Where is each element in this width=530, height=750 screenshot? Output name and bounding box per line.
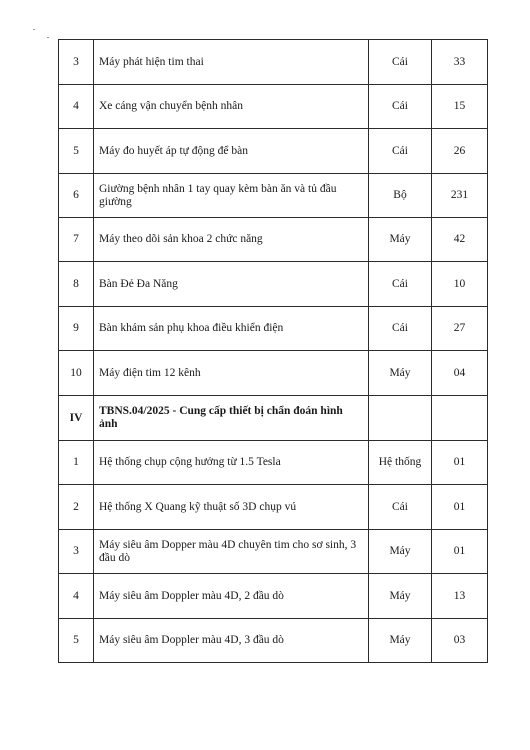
- equipment-table: [58, 39, 488, 663]
- table-row: [59, 129, 488, 174]
- item-unit: Máy: [369, 530, 432, 574]
- item-quantity: 01: [432, 530, 488, 574]
- item-quantity: 03: [432, 619, 488, 663]
- empty-cell: [432, 396, 488, 441]
- table-row: [59, 218, 488, 262]
- item-name: Giường bệnh nhân 1 tay quay kèm bàn ăn và tủ đầu giường: [94, 174, 369, 218]
- item-name: Bàn Đẻ Đa Năng: [94, 262, 369, 307]
- row-number: 8: [59, 262, 94, 307]
- item-name: Máy siêu âm Dopper màu 4D chuyên tim cho sơ sinh, 3 đầu dò: [94, 530, 369, 574]
- item-unit: Máy: [369, 218, 432, 262]
- table-row: [59, 574, 488, 619]
- table-row: [59, 262, 488, 307]
- empty-cell: [369, 396, 432, 441]
- item-quantity: 27: [432, 307, 488, 351]
- item-unit: Máy: [369, 351, 432, 396]
- row-number: 9: [59, 307, 94, 351]
- item-quantity: 10: [432, 262, 488, 307]
- table-row: [59, 619, 488, 663]
- item-quantity: 26: [432, 129, 488, 174]
- scan-speck: [33, 29, 35, 30]
- row-number: 1: [59, 441, 94, 485]
- item-unit: Cái: [369, 40, 432, 85]
- item-name: Máy điện tim 12 kênh: [94, 351, 369, 396]
- table-row: [59, 485, 488, 530]
- item-name: Xe cáng vận chuyển bệnh nhân: [94, 85, 369, 129]
- item-unit: Cái: [369, 85, 432, 129]
- item-unit: Máy: [369, 619, 432, 663]
- row-number: 6: [59, 174, 94, 218]
- item-quantity: 15: [432, 85, 488, 129]
- item-unit: Cái: [369, 485, 432, 530]
- item-name: Hệ thống chụp cộng hưởng từ 1.5 Tesla: [94, 441, 369, 485]
- item-quantity: 01: [432, 441, 488, 485]
- item-unit: Cái: [369, 307, 432, 351]
- scan-speck: [47, 37, 49, 38]
- item-name: Máy theo dõi sản khoa 2 chức năng: [94, 218, 369, 262]
- row-number: 10: [59, 351, 94, 396]
- item-name: Máy siêu âm Doppler màu 4D, 2 đầu dò: [94, 574, 369, 619]
- row-number: 3: [59, 40, 94, 85]
- section-header-row: [59, 396, 488, 441]
- row-number: 4: [59, 574, 94, 619]
- row-number: 2: [59, 485, 94, 530]
- item-name: Máy đo huyết áp tự động để bàn: [94, 129, 369, 174]
- item-unit: Bộ: [369, 174, 432, 218]
- item-quantity: 231: [432, 174, 488, 218]
- item-quantity: 33: [432, 40, 488, 85]
- item-unit: Hệ thống: [369, 441, 432, 485]
- section-title: TBNS.04/2025 - Cung cấp thiết bị chẩn đoán hình ảnh: [94, 396, 369, 441]
- table-row: [59, 441, 488, 485]
- row-number: 7: [59, 218, 94, 262]
- item-unit: Cái: [369, 129, 432, 174]
- item-quantity: 04: [432, 351, 488, 396]
- item-name: Máy phát hiện tim thai: [94, 40, 369, 85]
- row-number: 4: [59, 85, 94, 129]
- item-quantity: 01: [432, 485, 488, 530]
- table-row: [59, 307, 488, 351]
- item-unit: Cái: [369, 262, 432, 307]
- item-name: Máy siêu âm Doppler màu 4D, 3 đầu dò: [94, 619, 369, 663]
- section-number: IV: [59, 396, 94, 441]
- item-name: Hệ thống X Quang kỹ thuật số 3D chụp vú: [94, 485, 369, 530]
- table-row: [59, 85, 488, 129]
- item-unit: Máy: [369, 574, 432, 619]
- row-number: 3: [59, 530, 94, 574]
- item-quantity: 42: [432, 218, 488, 262]
- table-row: [59, 174, 488, 218]
- item-name: Bàn khám sản phụ khoa điều khiển điện: [94, 307, 369, 351]
- table-row: [59, 40, 488, 85]
- table-row: [59, 351, 488, 396]
- row-number: 5: [59, 129, 94, 174]
- table-row: [59, 530, 488, 574]
- item-quantity: 13: [432, 574, 488, 619]
- row-number: 5: [59, 619, 94, 663]
